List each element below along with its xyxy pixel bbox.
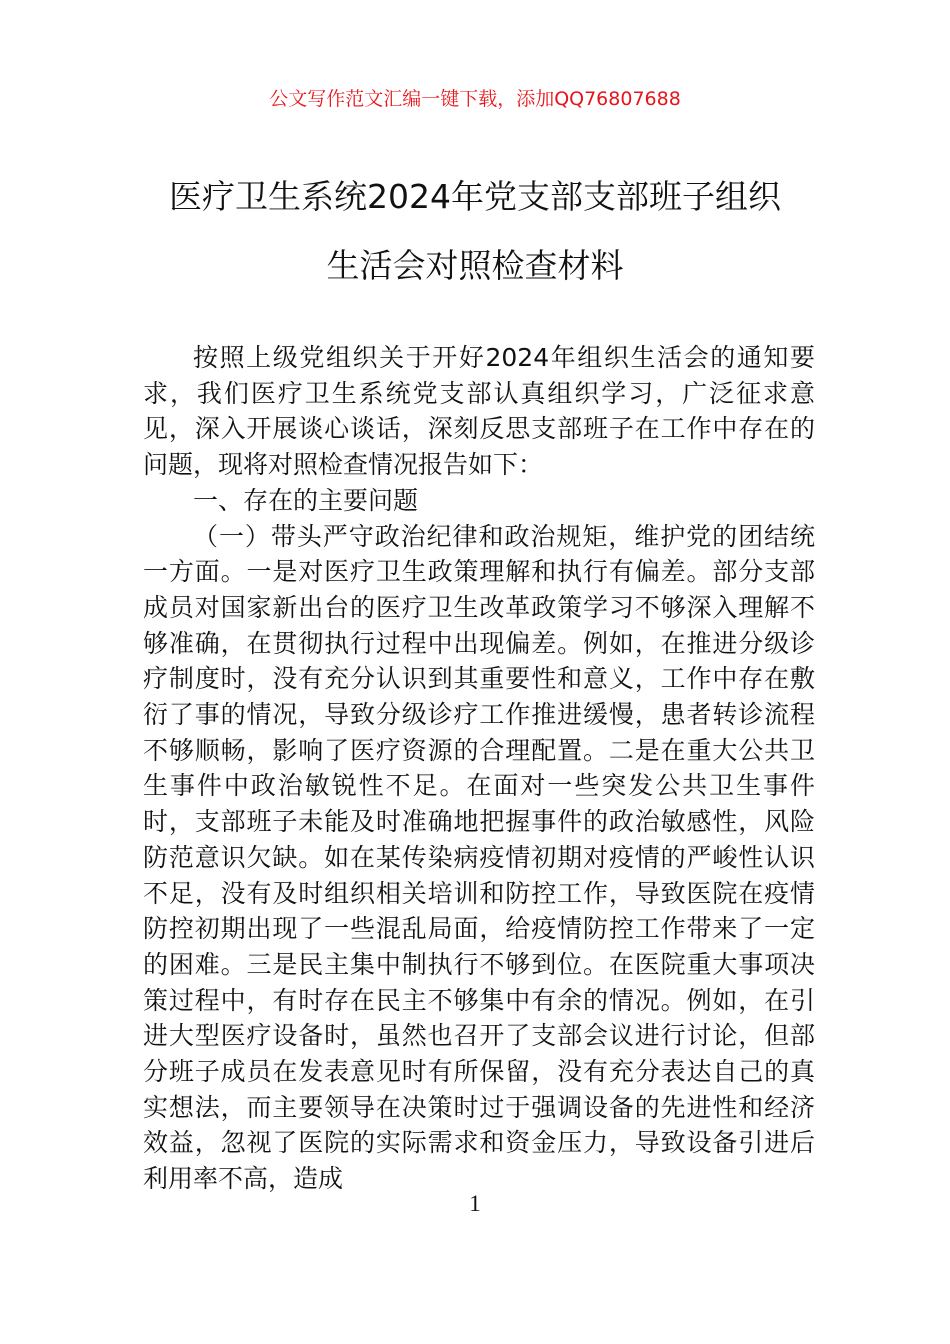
section-heading: 一、存在的主要问题 [193, 485, 419, 515]
page-number: 1 [469, 1191, 481, 1216]
section-paragraph: （一）带头严守政治纪律和政治规矩，维护党的团结统一方面。一是对医疗卫生政策理解和执行有偏差。部分支部成员对国家新出台的医疗卫生改革政策学习不够深入理解不够准确，在贯彻执行过程中出现偏差。例如，在推进分级诊疗制度时，没有充分认识到其重要性和意义，工作中存在敷衍了事的情况，导致分级诊疗工作推进缓慢，患者转诊流程不够顺畅，影响了医疗资源的合理配置。二是在重大公共卫生事件中政治敏锐性不足。在面对一些突发公共卫生事件时，支部班子未能及时准确地把握事件的政治敏感性，风险防范意识欠缺。如在某传染病疫情初期对疫情的严峻性认识不足，没有及时组织相关培训和防控工作，导致医院在疫情防控初期出现了一些混乱局面，给疫情防控工作带来了一定的困难。三是民主集中制执行不够到位。在医院重大事项决策过程中，有时存在民主不够集中有余的情况。例如，在引进大型医疗设备时，虽然也召开了支部会议进行讨论，但部分班子成员在发表意见时有所保留，没有充分表达自己的真实想法，而主要领导在决策时过于强调设备的先进性和经济效益，忽视了医院的实际需求和资金压力，导致设备引进后利用率不高，造成 [143, 521, 815, 1194]
document-body [143, 340, 815, 1197]
document-title-line-1: 医疗卫生系统2024年党支部支部班子组织 [169, 177, 781, 216]
document-title-line-2: 生活会对照检查材料 [326, 246, 624, 285]
header-download-note: 公文写作范文汇编一键下载，添加QQ76807688 [269, 88, 681, 110]
intro-paragraph: 按照上级党组织关于开好2024年组织生活会的通知要求，我们医疗卫生系统党支部认真组织学习，广泛征求意见，深入开展谈心谈话，深刻反思支部班子在工作中存在的问题，现将对照检查情况报告如下： [143, 343, 815, 480]
